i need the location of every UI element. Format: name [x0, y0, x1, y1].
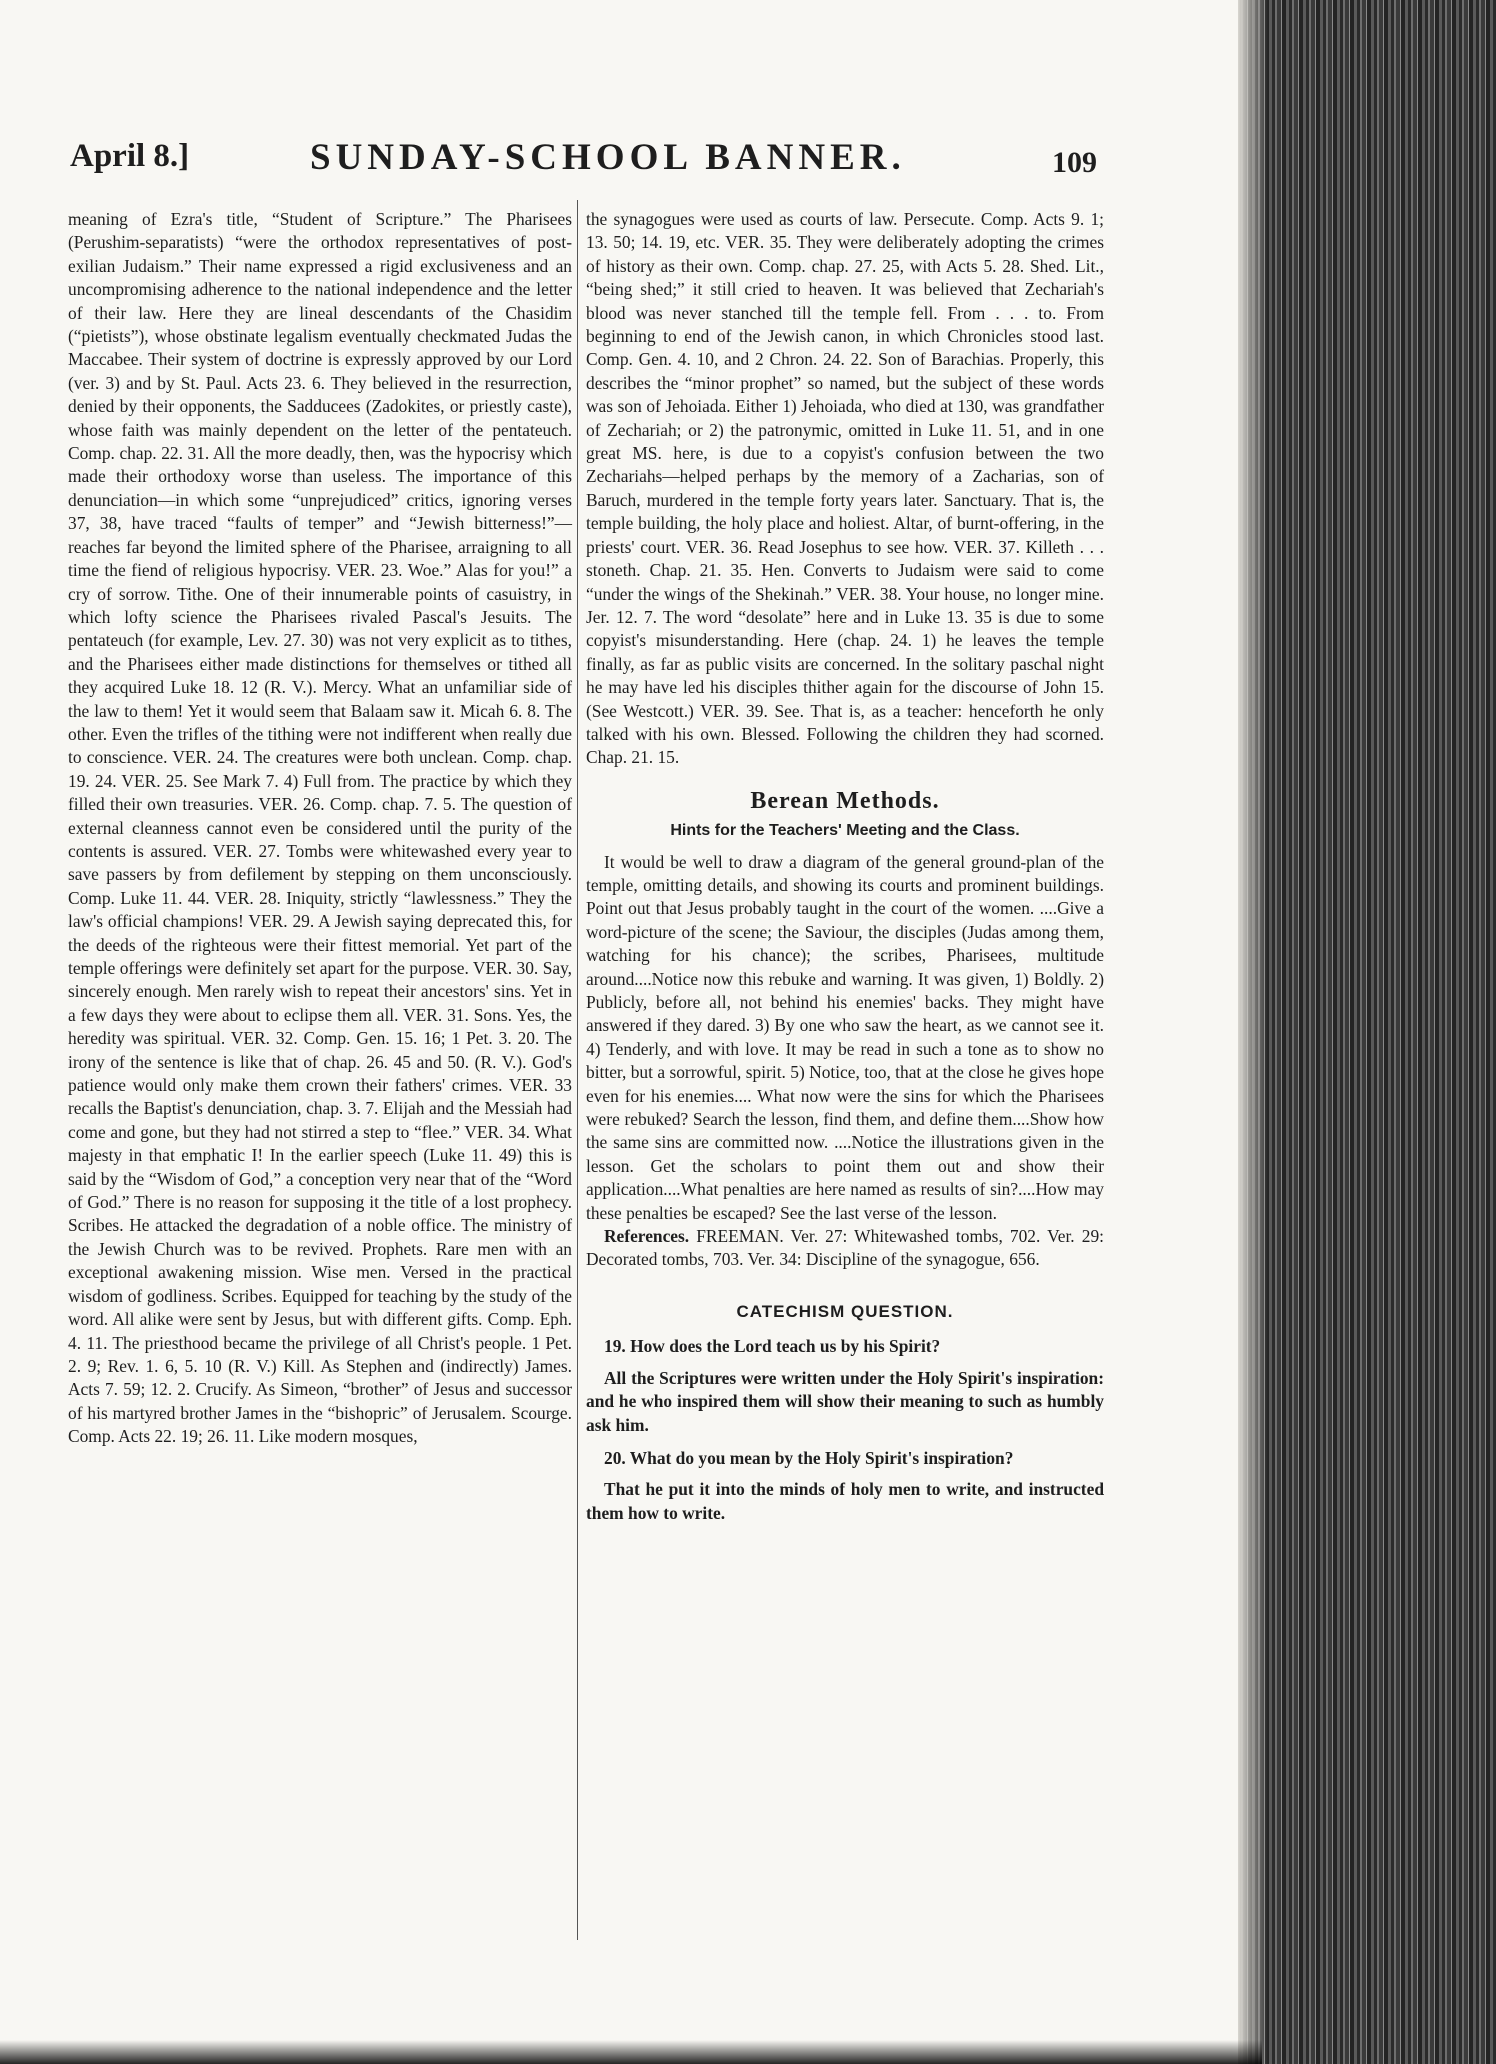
catechism-answer-19: All the Scriptures were written under the Holy Spirit's inspiration: and he who inspired them will show their meaning to such as humbly ask him.: [586, 1367, 1104, 1435]
references: [586, 1225, 1104, 1272]
right-column: [586, 208, 1104, 1948]
section-title: Berean Methods.: [750, 787, 940, 814]
references-text: FREEMAN. Ver. 27: Whitewashed tombs, 702. Ver. 29: Decorated tombs, 703. Ver. 34: Discipline of the synagogue, 656.: [586, 1226, 1104, 1270]
magazine-title: SUNDAY-SCHOOL BANNER.: [310, 137, 906, 178]
page-number: 109: [1052, 146, 1097, 179]
book-page-edges: [1238, 0, 1496, 2064]
catechism-title: CATECHISM QUESTION.: [736, 1301, 954, 1321]
page-edge-shade: [1238, 0, 1268, 2064]
references-label: References.: [604, 1226, 690, 1247]
commentary-left: meaning of Ezra's title, “Student of Scripture.” The Pharisees (Perushim-separatists) “were the orthodox representatives of post-exilian Judaism.” Their name expressed a rigid exclusiveness and an uncompromising adherence to the national independence and the letter of their law. Here they are lineal descendants of the Chasidim (“pietists”), whose obstinate legalism eventually checkmated Judas the Maccabee. Their system of doctrine is expressly approved by our Lord (ver. 3) and by St. Paul. Acts 23. 6. They believed in the resurrection, denied by their opponents, the Sadducees (Zadokites, or priestly caste), whose faith was mainly dependent on the letter of the pentateuch. Comp. chap. 22. 31. All the more deadly, then, was the hypocrisy which made their orthodoxy worse than useless. The importance of this denunciation—in which some “unprejudiced” critics, ignoring verses 37, 38, have traced “faults of temper” and “Jewish bitterness!”—reaches far beyond the limited sphere of the Pharisee, arraigning to all time the fiend of religious hypocrisy. VER. 23. Woe.” Alas for you!” a cry of sorrow. Tithe. One of their innumerable points of casuistry, in which lofty science the Pharisees rivaled Pascal's Jesuits. The pentateuch (for example, Lev. 27. 30) was not very explicit as to tithes, and the Pharisees either made distinctions for themselves or tithed all they acquired Luke 18. 12 (R. V.). Mercy. What an unfamiliar side of the law to them! Yet it would seem that Balaam saw it. Micah 6. 8. The other. Even the trifles of the tithing were not indifferent when really due to conscience. VER. 24. The creatures were both unclean. Comp. chap. 19. 24. VER. 25. See Mark 7. 4) Full from. The practice by which they filled their own treasuries. VER. 26. Comp. chap. 7. 5. The question of external cleanness cannot even be considered until the purity of the contents is assured. VER. 27. Tombs were whitewashed every year to save passers by from defilement by stepping on them unconsciously. Comp. Luke 11. 44. VER. 28. Iniquity, strictly “lawlessness.” They the law's official champions! VER. 29. A Jewish saying deprecated this, for the deeds of the righteous were their fittest memorial. Yet part of the temple offerings were definitely set apart for the purpose. VER. 30. Say, sincerely enough. Men rarely wish to repeat their ancestors' sins. Yet in a few days they were about to eclipse them all. VER. 31. Sons. Yes, the heredity was spiritual. VER. 32. Comp. Gen. 15. 16; 1 Pet. 3. 20. The irony of the sentence is like that of chap. 26. 45 and 50. (R. V.). God's patience would only make them crown their fathers' crimes. VER. 33 recalls the Baptist's denunciation, chap. 3. 7. Elijah and the Messiah had come and gone, but they had not stirred a step to “flee.” VER. 34. What majesty in that emphatic I! In the earlier speech (Luke 11. 49) this is said by the “Wisdom of God,” a conception very near that of the “Word of God.” There is no reason for supposing it the title of a lost prophecy. Scribes. He attacked the degradation of a noble office. The ministry of the Jewish Church was to be revived. Prophets. Rare men with an exceptional awakening mission. Wise men. Versed in the practical wisdom of godliness. Scribes. Equipped for teaching by the study of the word. All alike were sent by Jesus, but with different gifts. Comp. Eph. 4. 11. The priesthood became the privilege of all Christ's people. 1 Pet. 2. 9; Rev. 1. 6, 5. 10 (R. V.) Kill. As Stephen and (indirectly) James. Acts 7. 59; 12. 2. Crucify. As Simeon, “brother” of Jesus and successor of his martyred brother James in the “bishopric” of Jerusalem. Scourge. Comp. Acts 22. 19; 26. 11. Like modern mosques,: [68, 209, 572, 1447]
column-divider: [577, 200, 578, 1940]
section-subhead: Hints for the Teachers' Meeting and the Class.: [670, 822, 1020, 840]
bottom-shadow: [0, 2040, 1262, 2064]
left-column: [68, 208, 572, 1948]
teacher-hints: It would be well to draw a diagram of the general ground-plan of the temple, omitting details, and showing its courts and prominent buildings. Point out that Jesus probably taught in the court of the women. ....Give a word-picture of the scene; the Saviour, the disciples (Judas among them, watching for his chance); the scribes, Pharisees, multitude around....Notice now this rebuke and warning. It was given, 1) Boldly. 2) Publicly, before all, not behind his enemies' backs. They might have answered if they dared. 3) By one who saw the heart, as we cannot see it. 4) Tenderly, and with love. It may be read in such a tone as to show no bitter, but a sorrowful, spirit. 5) Notice, too, that at the close he gives hope even for his enemies.... What now were the sins for which the Pharisees were rebuked? Search the lesson, find them, and define them....Show how the same sins are committed now. ....Notice the illustrations given in the lesson. Get the scholars to point them out and show their application....What penalties are here named as results of sin?....How may these penalties be escaped? See the last verse of the lesson.: [586, 851, 1104, 1223]
issue-date: April 8.]: [70, 138, 190, 174]
commentary-right: the synagogues were used as courts of law. Persecute. Comp. Acts 9. 1; 13. 50; 14. 19, etc. VER. 35. They were deliberately adopting the crimes of history as their own. Comp. chap. 27. 25, with Acts 5. 28. Shed. Lit., “being shed;” it still cried to heaven. It was believed that Zechariah's blood was never stanched till the temple fell. From . . . to. From beginning to end of the Jewish canon, in which Chronicles stood last. Comp. Gen. 4. 10, and 2 Chron. 24. 22. Son of Barachias. Properly, this describes the “minor prophet” so named, but the subject of these words was son of Jehoiada. Either 1) Jehoiada, who died at 130, was grandfather of Zechariah; or 2) the patronymic, omitted in Luke 11. 51, and in one great MS. here, is due to a copyist's confusion between the two Zechariahs—helped perhaps by the memory of a Zacharias, son of Baruch, murdered in the temple forty years later. Sanctuary. That is, the temple building, the holy place and holiest. Altar, of burnt-offering, in the priests' court. VER. 36. Read Josephus to see how. VER. 37. Killeth . . . stoneth. Chap. 21. 35. Hen. Converts to Judaism were said to come “under the wings of the Shekinah.” VER. 38. Your house, no longer mine. Jer. 12. 7. The word “desolate” here and in Luke 13. 35 is due to some copyist's misunderstanding. Here (chap. 24. 1) he leaves the temple finally, as far as public visits are concerned. In the solitary paschal night he may have led his disciples thither again for the discourse of John 15. (See Westcott.) VER. 39. See. That is, as a teacher: henceforth he only talked with his own. Blessed. Following the children they had scorned. Chap. 21. 15.: [586, 209, 1104, 768]
catechism-answer-20: That he put it into the minds of holy men to write, and instructed them how to write.: [586, 1479, 1104, 1523]
catechism-question-19: 19. How does the Lord teach us by his Spirit?: [604, 1336, 941, 1357]
catechism-question-20: 20. What do you mean by the Holy Spirit's inspiration?: [604, 1447, 1014, 1468]
running-head: [70, 132, 1110, 182]
